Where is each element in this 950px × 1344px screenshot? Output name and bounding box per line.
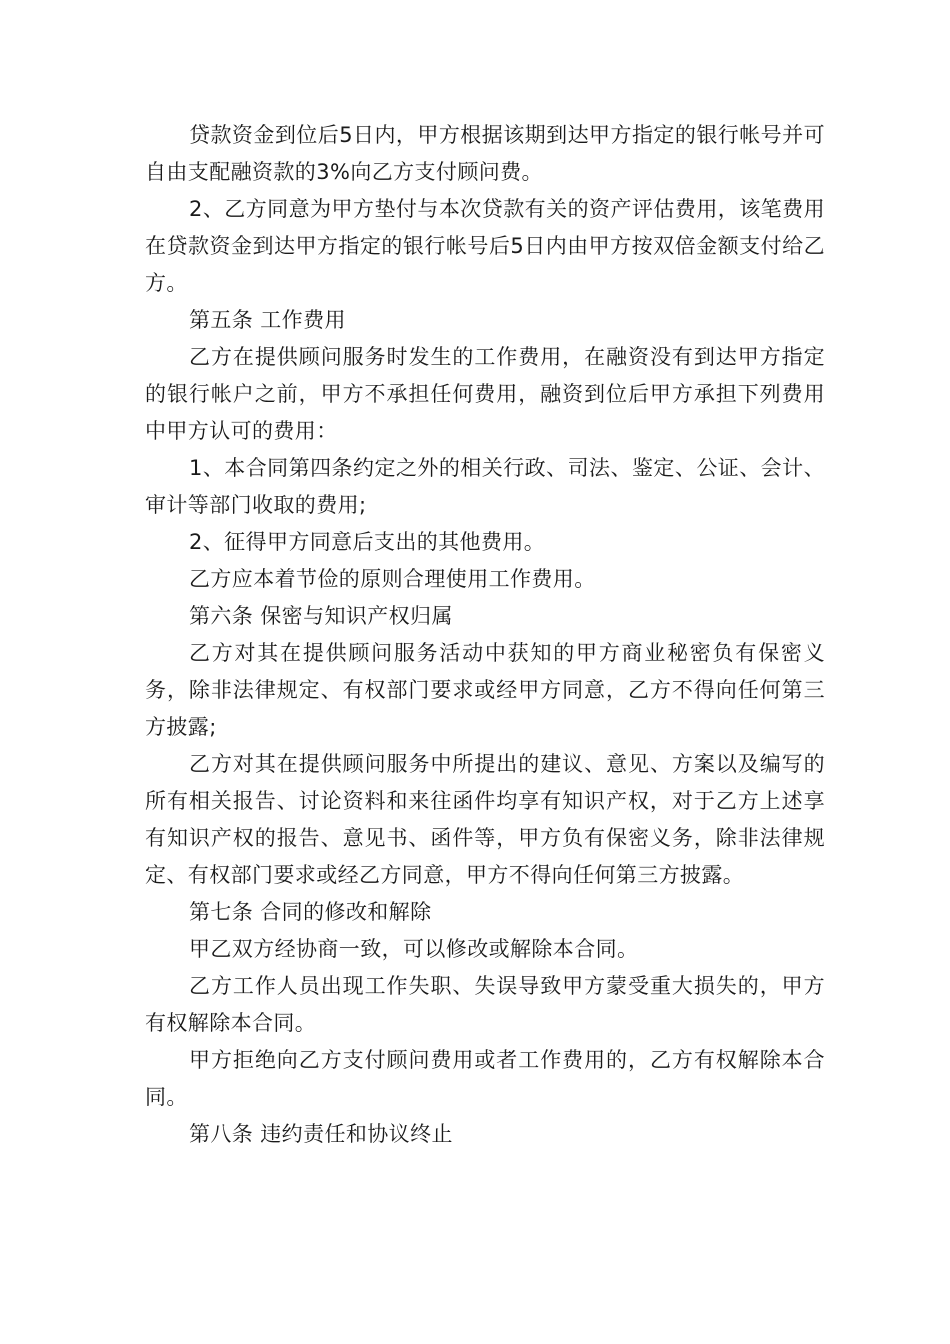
paragraph-expense-item-1: 1、本合同第四条约定之外的相关行政、司法、鉴定、公证、会计、审计等部门收取的费用; [145,456,825,517]
document-body [145,117,825,1153]
paragraph-work-expenses: 乙方在提供顾问服务时发生的工作费用，在融资没有到达甲方指定的银行帐户之前，甲方不承担任何费用，融资到位后甲方承担下列费用中甲方认可的费用： [145,345,825,443]
paragraph-mutual-amendment: 甲乙双方经协商一致，可以修改或解除本合同。 [189,937,639,961]
paragraph-intellectual-property: 乙方对其在提供顾问服务中所提出的建议、意见、方案以及编写的所有相关报告、讨论资料和来往函件均享有知识产权，对于乙方上述享有知识产权的报告、意见书、函件等，甲方负有保密义务，除非法律规定、有权部门要求或经乙方同意，甲方不得向任何第三方披露。 [145,752,825,887]
section-heading-article-8: 第八条 违约责任和协议终止 [189,1122,453,1146]
paragraph-party-b-termination: 甲方拒绝向乙方支付顾问费用或者工作费用的，乙方有权解除本合同。 [145,1048,825,1109]
paragraph-party-a-termination: 乙方工作人员出现工作失职、失误导致甲方蒙受重大损失的，甲方有权解除本合同。 [145,974,825,1035]
paragraph-confidentiality: 乙方对其在提供顾问服务活动中获知的甲方商业秘密负有保密义务，除非法律规定、有权部门要求或经甲方同意，乙方不得向任何第三方披露; [145,641,825,739]
section-heading-article-7: 第七条 合同的修改和解除 [189,900,432,924]
section-heading-article-5: 第五条 工作费用 [189,308,346,332]
paragraph-appraisal-fee: 2、乙方同意为甲方垫付与本次贷款有关的资产评估费用，该笔费用在贷款资金到达甲方指定的银行帐号后5日内由甲方按双倍金额支付给乙方。 [145,197,825,295]
paragraph-advisory-fee: 贷款资金到位后5日内，甲方根据该期到达甲方指定的银行帐号并可自由支配融资款的3%向乙方支付顾问费。 [145,123,825,184]
paragraph-frugality: 乙方应本着节俭的原则合理使用工作费用。 [189,567,596,591]
section-heading-article-6: 第六条 保密与知识产权归属 [189,604,453,628]
paragraph-expense-item-2: 2、征得甲方同意后支出的其他费用。 [189,530,546,554]
